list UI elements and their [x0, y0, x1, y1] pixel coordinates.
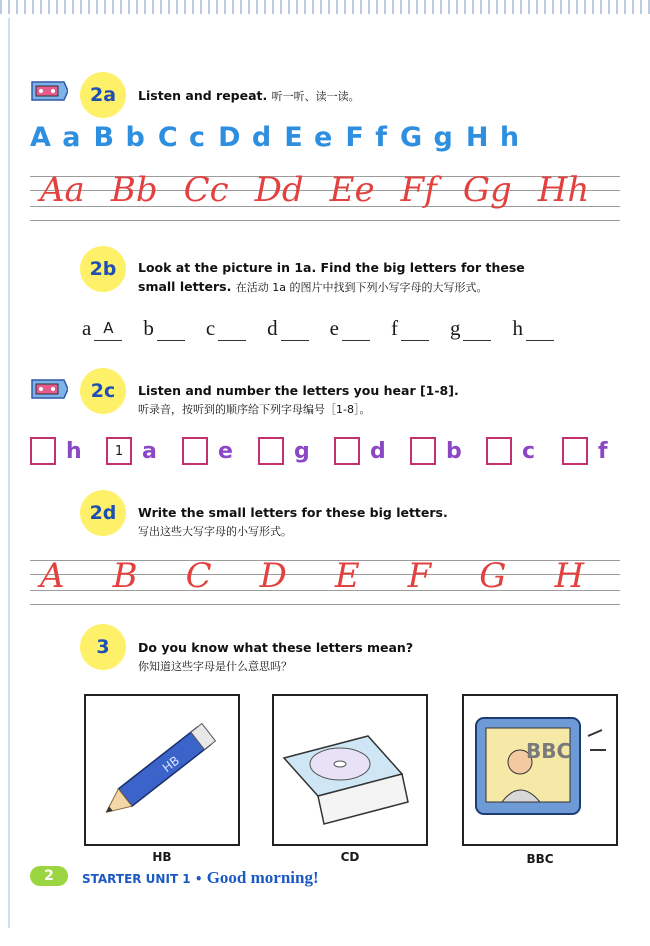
instruction-2c-cn: 听录音，按听到的顺序给下列字母编号［1-8］。: [138, 403, 371, 416]
instruction-2b-line2: small letters.: [138, 279, 232, 294]
script-capital: F: [407, 556, 432, 596]
print-letter-pair: B b: [93, 122, 146, 153]
box-letter: h: [66, 438, 82, 464]
cassette-icon: [30, 376, 68, 402]
script-letter-pair: Bb: [110, 170, 158, 210]
script-letter-pair: Ff: [400, 170, 437, 210]
handwriting-lines-lowercase: [30, 170, 620, 226]
picture-cd: [272, 694, 428, 846]
number-box[interactable]: [562, 437, 588, 465]
script-letter-pair: Cc: [183, 170, 229, 210]
cassette-icon: [30, 78, 68, 104]
letter-blank: [450, 316, 492, 341]
box-letter: d: [370, 438, 386, 464]
blank-answer: [218, 319, 246, 341]
number-boxes-row: [30, 437, 638, 465]
blank-letter: e: [329, 316, 339, 340]
picture-hb-pencil: [84, 694, 240, 846]
letter-blank: [391, 316, 429, 341]
script-letter-pair: Gg: [462, 170, 512, 210]
instruction-3-en: Do you know what these letters mean?: [138, 640, 414, 655]
blank-answer: [342, 319, 370, 341]
print-letter-pair: E e: [284, 122, 334, 153]
box-letter: e: [218, 438, 233, 464]
script-letter-pair: Hh: [537, 170, 590, 210]
numbered-letter: [334, 437, 392, 465]
instruction-2b-line1: Look at the picture in 1a. Find the big letters for these: [138, 260, 525, 275]
unit-label: STARTER UNIT 1: [82, 872, 191, 886]
blank-answer: [526, 319, 554, 341]
box-letter: f: [598, 438, 608, 464]
print-letters-row: [30, 122, 590, 153]
instruction-2d-en: Write the small letters for these big letters.: [138, 505, 448, 520]
instruction-2b-cn: 在活动 1a 的图片中找到下列小写字母的大写形式。: [235, 281, 488, 294]
blank-answer: A: [94, 319, 122, 341]
blank-letter: b: [143, 316, 154, 340]
number-box[interactable]: 1: [106, 437, 132, 465]
box-letter: a: [142, 438, 157, 464]
instruction-2d-cn: 写出这些大写字母的小写形式。: [138, 525, 292, 538]
print-letter-pair: C c: [157, 122, 207, 153]
script-capital: C: [185, 556, 212, 596]
television-icon: [464, 696, 616, 844]
section-badge-2c: 2c: [80, 368, 126, 414]
letter-blank: [143, 316, 185, 341]
letter-blank: [267, 316, 309, 341]
print-letter-pair: A a: [30, 122, 82, 153]
letter-blank: [512, 316, 554, 341]
pencil-label: HB: [159, 753, 183, 776]
pencil-icon: [86, 696, 238, 844]
number-box[interactable]: [410, 437, 436, 465]
caption-cd: CD: [340, 850, 360, 864]
instruction-2c: [138, 381, 459, 419]
instruction-2a: [138, 86, 360, 106]
print-letter-pair: G g: [399, 122, 454, 153]
box-letter: c: [522, 438, 536, 464]
caption-hb: HB: [152, 850, 172, 864]
tv-screen-label: BBC: [526, 739, 572, 763]
ring-binding: [0, 0, 650, 14]
letter-blank: [330, 316, 370, 341]
margin-line: [8, 18, 10, 928]
instruction-2d: [138, 503, 448, 541]
numbered-letter: [410, 437, 468, 465]
blank-answer: [401, 319, 429, 341]
section-badge-2d: 2d: [80, 490, 126, 536]
blank-answer: [281, 319, 309, 341]
letter-blanks-row: [82, 316, 575, 341]
blank-answer: [157, 319, 185, 341]
numbered-letter: [106, 437, 164, 465]
footer-bullet: •: [194, 872, 203, 886]
numbered-letter: [30, 437, 88, 465]
letter-blank: [82, 316, 122, 341]
script-capital: D: [259, 556, 287, 596]
instruction-2b: [138, 258, 525, 297]
number-box[interactable]: [334, 437, 360, 465]
instruction-3: [138, 638, 413, 676]
print-letter-pair: H h: [465, 122, 521, 153]
script-capital: H: [554, 556, 585, 596]
script-letter-pair: Dd: [254, 170, 304, 210]
numbered-letter: [562, 437, 620, 465]
cd-case-icon: [274, 696, 426, 844]
instruction-2a-en: Listen and repeat.: [138, 88, 268, 103]
caption-bbc: BBC: [526, 852, 554, 866]
blank-letter: d: [267, 316, 278, 340]
number-box[interactable]: [486, 437, 512, 465]
blank-letter: g: [449, 316, 461, 340]
box-letter: g: [294, 438, 310, 464]
lesson-title: Good morning!: [206, 868, 319, 887]
script-capital: G: [479, 556, 507, 596]
handwriting-lines-capitals: [30, 556, 620, 610]
print-letter-pair: F f: [345, 122, 388, 153]
blank-letter: f: [390, 316, 398, 340]
instruction-3-cn: 你知道这些字母是什么意思吗？: [138, 660, 292, 673]
numbered-letter: [182, 437, 240, 465]
picture-bbc-tv: [462, 694, 618, 846]
blank-letter: a: [82, 316, 92, 340]
numbered-letter: [486, 437, 544, 465]
number-box[interactable]: [182, 437, 208, 465]
print-letter-pair: D d: [218, 122, 273, 153]
number-box[interactable]: [258, 437, 284, 465]
box-letter: b: [446, 438, 462, 464]
blank-letter: h: [512, 316, 523, 340]
unit-title: [82, 868, 319, 888]
instruction-2a-cn: 听一听、读一读。: [271, 90, 360, 103]
script-letter-pair: Ee: [329, 170, 375, 210]
script-capital: A: [40, 556, 65, 596]
blank-letter: c: [205, 316, 216, 340]
page-footer: [30, 866, 390, 888]
section-badge-3: 3: [80, 624, 126, 670]
script-letter-pair: Aa: [40, 170, 85, 210]
section-badge-2a: 2a: [80, 72, 126, 118]
numbered-letter: [258, 437, 316, 465]
number-box[interactable]: [30, 437, 56, 465]
script-capital: B: [112, 556, 138, 596]
letter-blank: [206, 316, 246, 341]
section-badge-2b: 2b: [80, 246, 126, 292]
blank-answer: [463, 319, 491, 341]
script-capital: E: [334, 556, 360, 596]
page-number: 2: [30, 866, 68, 886]
instruction-2c-en: Listen and number the letters you hear [1-8].: [138, 383, 459, 398]
